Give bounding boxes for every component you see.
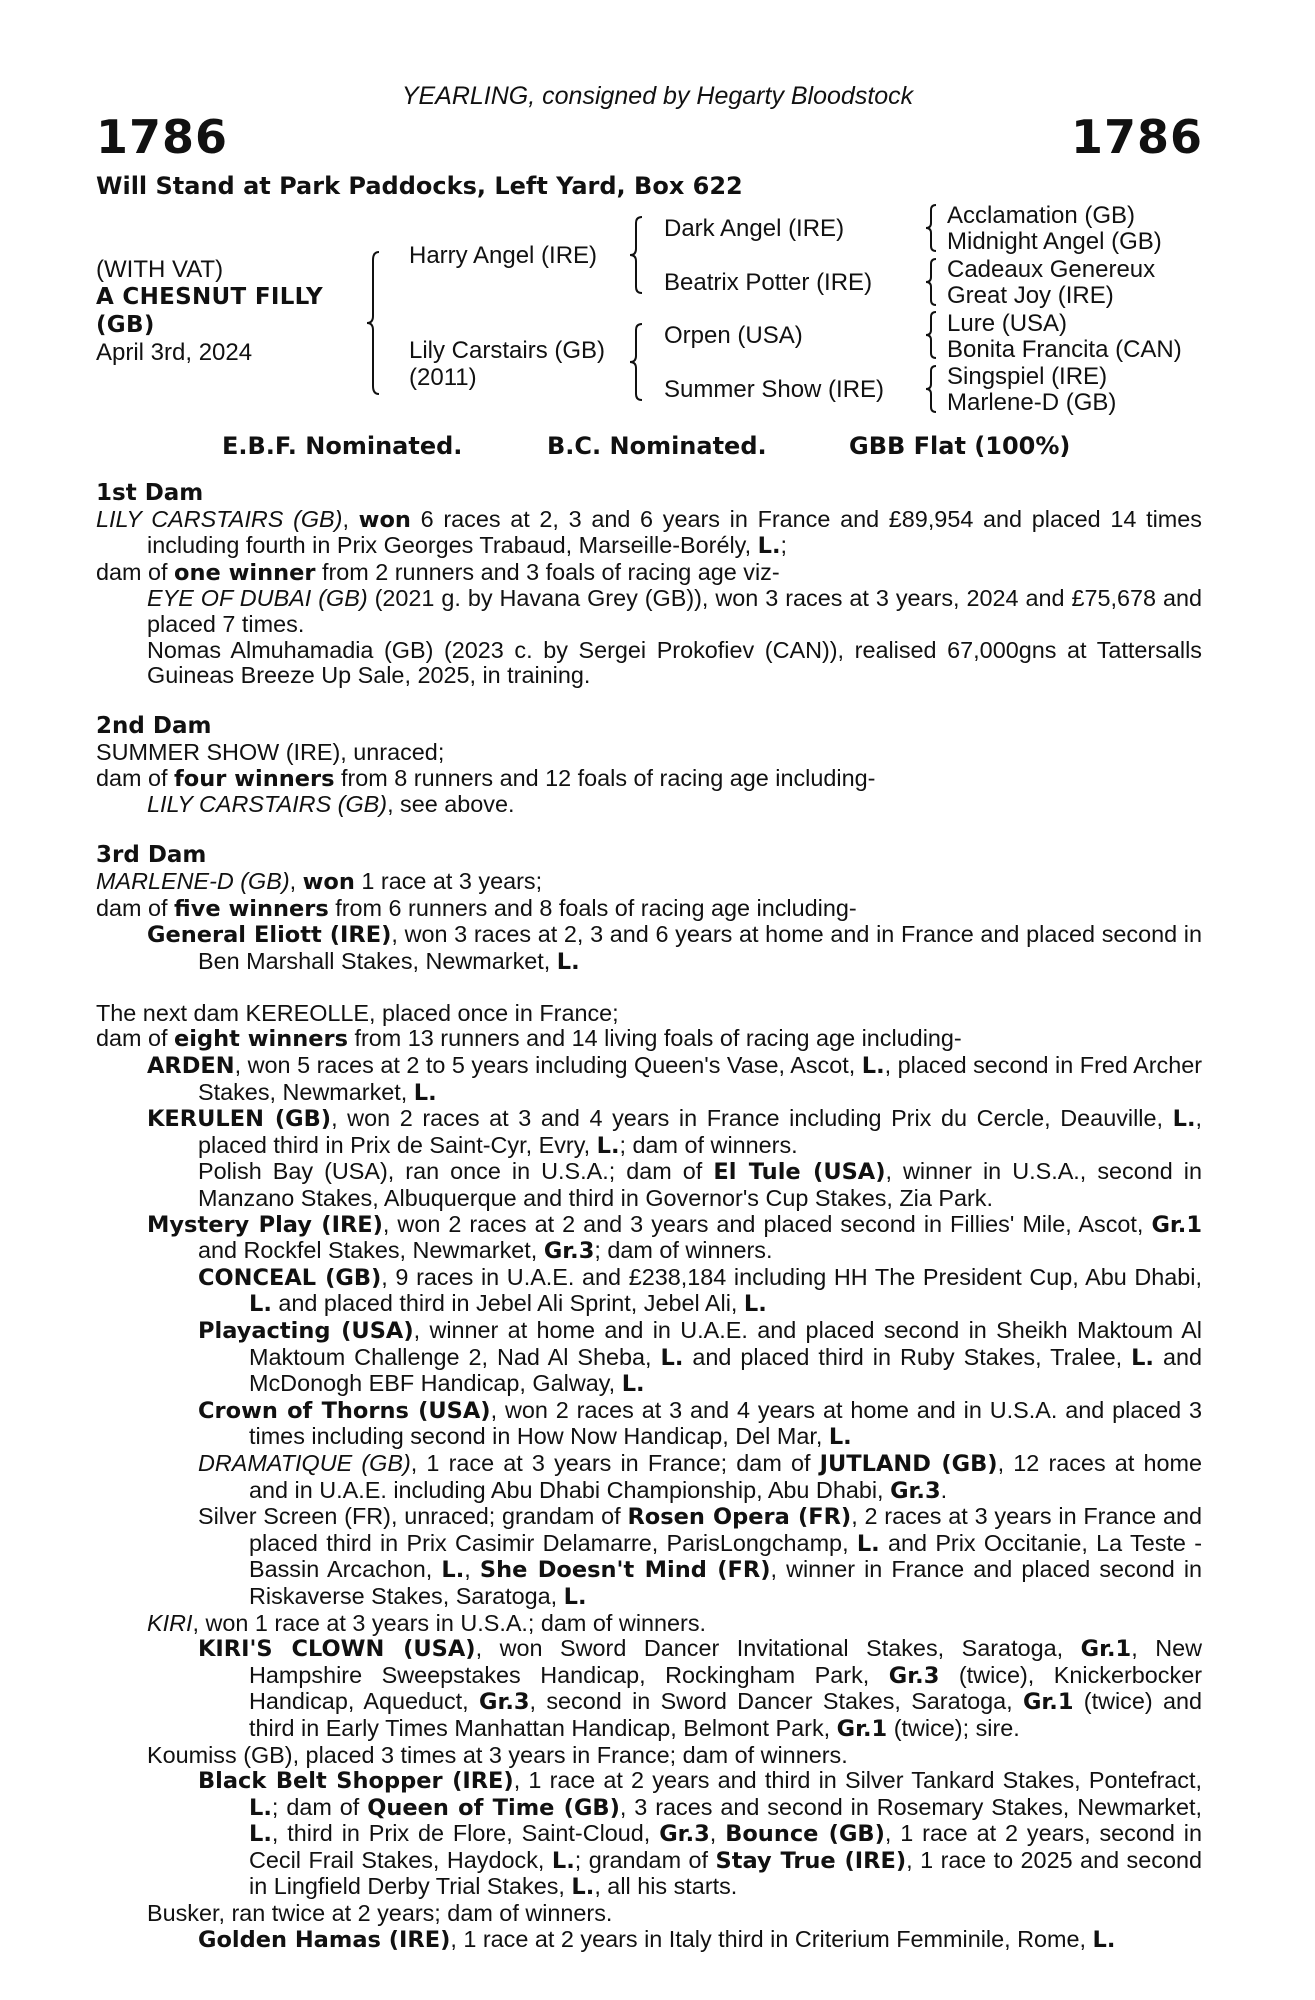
bold-text: four winners	[174, 765, 335, 792]
bold-text: KERULEN (GB)	[147, 1106, 332, 1133]
text-run: , won 2 races at 2 and 3 years and placed second in Fillies' Mile, Ascot,	[382, 1210, 1152, 1237]
bold-text: five winners	[174, 895, 329, 922]
paragraph	[96, 1265, 1202, 1318]
bold-text: L.	[1092, 1926, 1116, 1953]
text-run: Busker, ran twice at 2 years; dam of winners.	[147, 1900, 613, 1927]
text-run: ,	[289, 867, 303, 894]
pedigree-brace-g3-2	[924, 257, 940, 307]
foaling-date: April 3rd, 2024	[96, 339, 253, 366]
text-run: dam of	[96, 894, 175, 921]
first-dam-heading: 1st Dam	[96, 480, 204, 506]
bold-text: Playacting (USA)	[198, 1318, 414, 1344]
subject-block	[96, 256, 323, 366]
paragraph	[96, 1504, 1202, 1610]
text-run: Nomas Almuhamadia (GB) (2023 c. by Sergei Prokofiev (CAN)), realised 67,000gns at Tattersalls Guineas Breeze Up Sale, 2025, in training.	[147, 636, 1202, 689]
bold-text: L.	[743, 1291, 767, 1318]
pedigree-brace-main	[365, 250, 385, 396]
bold-text: L.	[249, 1821, 272, 1848]
bold-text: eight winners	[174, 1026, 348, 1053]
bold-text: ARDEN	[147, 1053, 235, 1080]
ebf-nomination: E.B.F. Nominated.	[222, 432, 463, 460]
g3-ancestor: Bonita Francita (CAN)	[947, 336, 1182, 363]
paragraph	[96, 1001, 1202, 1027]
text-run: and placed third in Jebel Ali Sprint, Jebel Ali,	[271, 1290, 744, 1317]
text-run: ; dam of winners.	[594, 1237, 773, 1264]
consignment-line: YEARLING, consigned by Hegarty Bloodstock	[401, 82, 914, 110]
g3-ancestor: Great Joy (IRE)	[947, 282, 1114, 309]
bold-text: L.	[556, 948, 580, 975]
bold-text: L.	[660, 1344, 684, 1371]
bold-text: Gr.3	[890, 1477, 941, 1504]
subject-title-country: (GB)	[96, 312, 155, 338]
bold-text: L.	[1172, 1106, 1196, 1133]
text-run: , 12 races at home and in U.A.E. including Abu Dhabi Championship, Abu Dhabi,	[249, 1449, 1202, 1503]
sire-sire-name: Dark Angel (IRE)	[664, 215, 845, 242]
paragraph	[96, 1398, 1202, 1451]
text-run: (twice) and third in Early Times Manhattan Handicap, Belmont Park,	[249, 1688, 1202, 1741]
bold-text: Gr.1	[1151, 1211, 1202, 1238]
text-run: ; grandam of	[574, 1846, 716, 1873]
text-run: dam of	[96, 1025, 175, 1052]
text-run: dam of	[96, 764, 175, 791]
third-dam-heading: 3rd Dam	[96, 842, 207, 869]
bold-text: L.	[621, 1371, 645, 1398]
paragraph	[96, 766, 1202, 793]
paragraph	[96, 1611, 1202, 1637]
g3-ancestor: Midnight Angel (GB)	[947, 228, 1162, 255]
bold-text: L.	[1131, 1344, 1154, 1371]
second-dam-heading: 2nd Dam	[96, 713, 212, 740]
text-run: , winner in France and placed second in Riskaverse Stakes, Saratoga,	[249, 1556, 1203, 1609]
text-run: , winner in U.S.A., second in Manzano Stakes, Albuquerque and third in Governor's Cup Stakes, Zia Park.	[198, 1158, 1203, 1212]
text-run: from 13 runners and 14 living foals of racing age including-	[347, 1025, 962, 1052]
bold-text: Crown of Thorns (USA)	[198, 1397, 491, 1424]
paragraph	[96, 507, 1202, 560]
paragraph	[96, 1026, 1202, 1053]
lot-number-left: 1786	[96, 110, 229, 164]
bold-text: L.	[249, 1794, 272, 1821]
paragraph	[96, 560, 1202, 587]
text-run: Polish Bay (USA), ran once in U.S.A.; dam of	[198, 1158, 714, 1185]
text-run: , won 2 races at 3 and 4 years in France including Prix du Cercle, Deauville,	[331, 1105, 1173, 1132]
pedigree-brace-dam	[628, 322, 648, 402]
bold-text: Gr.3	[659, 1821, 710, 1848]
lot-number-right: 1786	[1070, 110, 1203, 164]
paragraph	[96, 1901, 1202, 1927]
bold-text: Mystery Play (IRE)	[147, 1211, 383, 1238]
bold-text: won	[358, 506, 411, 533]
text-run: The next dam KEREOLLE, placed once in France;	[96, 999, 619, 1026]
bold-text: Gr.3	[888, 1662, 940, 1689]
paragraph	[96, 1451, 1202, 1504]
bold-text: Golden Hamas (IRE)	[198, 1926, 451, 1953]
gbb-nomination: GBB Flat (100%)	[849, 432, 1071, 460]
bold-text: Gr.1	[836, 1715, 888, 1742]
bold-text: L.	[571, 1874, 595, 1901]
text-run: from 2 runners and 3 foals of racing age viz-	[315, 558, 780, 585]
bold-text: She Doesn't Mind (FR)	[479, 1557, 771, 1584]
paragraph	[96, 740, 1202, 766]
pedigree-brace-g3-3	[924, 310, 940, 360]
bold-text: L.	[596, 1132, 620, 1159]
text-run: Koumiss (GB), placed 3 times at 3 years in France; dam of winners.	[147, 1741, 848, 1768]
text-run: , see above.	[387, 791, 515, 818]
paragraph	[96, 1106, 1202, 1159]
bold-text: Bounce (GB)	[725, 1821, 885, 1848]
paragraph	[96, 1636, 1202, 1742]
bold-text: L.	[856, 1530, 880, 1557]
text-run: , 1 race at 2 years and third in Silver Tankard Stakes, Pontefract,	[513, 1767, 1202, 1794]
catalogue-body	[96, 481, 1202, 1953]
text-run: , won 1 race at 3 years in U.S.A.; dam of winners.	[192, 1609, 707, 1636]
text-run: ; dam of	[271, 1793, 368, 1820]
italic-text: LILY CARSTAIRS (GB)	[147, 791, 388, 818]
paragraph	[96, 792, 1202, 818]
text-run: , won 2 races at 3 and 4 years at home and in U.S.A. and placed 3 times including second in How Now Handicap, Del Mar,	[249, 1396, 1202, 1450]
paragraph	[96, 1159, 1202, 1211]
text-run: , won Sword Dancer Invitational Stakes, Saratoga,	[475, 1635, 1081, 1662]
text-run: dam of	[96, 558, 175, 585]
bold-text: El Tule (USA)	[713, 1159, 886, 1186]
text-run: , won 5 races at 2 to 5 years including Queen's Vase, Ascot,	[234, 1052, 862, 1079]
text-run: 1 race at 3 years;	[354, 867, 543, 894]
g3-ancestor: Marlene-D (GB)	[947, 389, 1117, 416]
text-run: , placed second in Fred Archer Stakes, Newmarket,	[198, 1052, 1202, 1105]
bold-text: JUTLAND (GB)	[819, 1450, 998, 1477]
text-run: Silver Screen (FR), unraced; grandam of	[198, 1503, 628, 1530]
bold-text: Gr.3	[478, 1689, 530, 1716]
italic-text: EYE OF DUBAI (GB)	[147, 585, 368, 612]
g3-ancestor: Singspiel (IRE)	[947, 363, 1108, 390]
bold-text: Gr.3	[543, 1238, 595, 1265]
paragraph	[96, 1053, 1202, 1106]
dam-sire-name: Orpen (USA)	[664, 322, 803, 349]
bold-text: KIRI'S CLOWN (USA)	[198, 1636, 476, 1663]
text-run: from 8 runners and 12 foals of racing age including-	[334, 764, 876, 791]
bold-text: Gr.1	[1080, 1636, 1132, 1663]
paragraph	[96, 1743, 1202, 1769]
italic-text: LILY CARSTAIRS (GB)	[96, 505, 343, 532]
bold-text: CONCEAL (GB)	[198, 1264, 382, 1291]
text-run: (twice), Knickerbocker Handicap, Aqueduct,	[249, 1661, 1202, 1715]
text-run: SUMMER SHOW (IRE), unraced;	[96, 738, 445, 765]
text-run: , placed third in Prix de Saint-Cyr, Evry,	[198, 1105, 1202, 1158]
pedigree-brace-g3-1	[924, 203, 940, 253]
pedigree-brace-sire	[628, 215, 648, 295]
vat-note: (WITH VAT)	[96, 256, 224, 283]
text-run: and placed third in Ruby Stakes, Tralee,	[683, 1343, 1132, 1370]
sire-name: Harry Angel (IRE)	[409, 242, 598, 269]
text-run: (twice); sire.	[887, 1714, 1020, 1741]
bold-text: Queen of Time (GB)	[367, 1794, 620, 1821]
paragraph	[96, 638, 1202, 689]
bc-nomination: B.C. Nominated.	[547, 432, 767, 460]
bold-text: L.	[828, 1424, 852, 1451]
paragraph	[96, 922, 1202, 975]
text-run: and Rockfel Stakes, Newmarket,	[198, 1237, 544, 1264]
text-run: , third in Prix de Flore, Saint-Cloud,	[271, 1820, 660, 1847]
text-run: , 3 races and second in Rosemary Stakes, Newmarket,	[619, 1793, 1202, 1820]
dam-year: (2011)	[409, 364, 477, 391]
paragraph	[96, 869, 1202, 896]
text-run: , 2 races at 3 years in France and placed third in Prix Casimir Delamarre, ParisLongchamp,	[249, 1503, 1203, 1556]
text-run: , 1 race to 2025 and second in Lingfield Derby Trial Stakes,	[249, 1846, 1202, 1900]
text-run: , New Hampshire Sweepstakes Handicap, Rockingham Park,	[249, 1635, 1202, 1688]
text-run: , 1 race at 3 years in France; dam of	[410, 1449, 820, 1476]
text-run: ,	[709, 1820, 726, 1847]
bold-text: L.	[441, 1557, 465, 1584]
text-run: , all his starts.	[594, 1873, 738, 1900]
text-run: from 6 runners and 8 foals of racing age including-	[328, 894, 857, 921]
bold-text: won	[302, 868, 355, 895]
bold-text: L.	[757, 533, 781, 560]
text-run: , second in Sword Dancer Stakes, Saratoga,	[529, 1688, 1023, 1715]
text-run: and Prix Occitanie, La Teste - Bassin Arcachon,	[249, 1529, 1202, 1583]
text-run: ; dam of winners.	[619, 1131, 798, 1158]
paragraph	[96, 1212, 1202, 1265]
bold-text: one winner	[174, 559, 316, 586]
text-run: , winner at home and in U.A.E. and placed second in Sheikh Maktoum Al Maktoum Challenge 2, Nad Al Sheba,	[249, 1317, 1203, 1370]
bold-text: Stay True (IRE)	[715, 1847, 907, 1874]
italic-text: DRAMATIQUE (GB)	[198, 1449, 411, 1476]
stand-location: Will Stand at Park Paddocks, Left Yard, Box 622	[96, 172, 743, 200]
text-run: ,	[342, 505, 359, 532]
bold-text: L.	[551, 1847, 575, 1874]
g3-ancestor: Cadeaux Genereux	[947, 256, 1156, 283]
bold-text: Black Belt Shopper (IRE)	[198, 1768, 514, 1795]
dam-dam-name: Summer Show (IRE)	[664, 376, 885, 403]
subject-title: A CHESNUT FILLY	[96, 284, 323, 310]
italic-text: KIRI	[147, 1609, 193, 1636]
paragraph	[96, 1927, 1202, 1954]
text-run: (2021 g. by Havana Grey (GB)), won 3 races at 3 years, 2024 and £75,678 and placed 7 times.	[147, 585, 1203, 637]
paragraph	[96, 1768, 1202, 1901]
pedigree-brace-g3-4	[924, 364, 940, 414]
text-run: 6 races at 2, 3 and 6 years in France and £89,954 and placed 14 times including fourth in Prix Georges Trabaud, Marseille-Borély,	[147, 505, 1202, 559]
g3-ancestor: Acclamation (GB)	[947, 202, 1136, 229]
italic-text: MARLENE-D (GB)	[96, 867, 290, 894]
dam-name: Lily Carstairs (GB)	[409, 337, 606, 364]
g3-ancestor: Lure (USA)	[947, 310, 1068, 337]
bold-text: L.	[861, 1053, 885, 1080]
paragraph	[96, 586, 1202, 637]
text-run: and McDonogh EBF Handicap, Galway,	[249, 1343, 1202, 1397]
paragraph	[96, 1318, 1202, 1398]
text-run: , 1 race at 2 years in Italy third in Criterium Femminile, Rome,	[450, 1925, 1093, 1952]
text-run: ;	[780, 532, 787, 559]
bold-text: Rosen Opera (FR)	[627, 1504, 852, 1531]
text-run: , won 3 races at 2, 3 and 6 years at home and in France and placed second in Ben Marshall Stakes, Newmarket,	[198, 921, 1203, 974]
bold-text: General Eliott (IRE)	[147, 922, 392, 949]
text-run: , 1 race at 2 years, second in Cecil Frail Stakes, Haydock,	[249, 1820, 1203, 1873]
bold-text: L.	[563, 1583, 587, 1610]
text-run: ,	[464, 1556, 480, 1583]
sire-dam-name: Beatrix Potter (IRE)	[664, 269, 873, 296]
text-run: , 9 races in U.A.E. and £238,184 including HH The President Cup, Abu Dhabi,	[381, 1263, 1203, 1290]
bold-text: L.	[413, 1079, 437, 1106]
bold-text: Gr.1	[1022, 1689, 1074, 1716]
text-run: .	[940, 1476, 948, 1503]
bold-text: L.	[249, 1291, 272, 1318]
paragraph	[96, 896, 1202, 923]
